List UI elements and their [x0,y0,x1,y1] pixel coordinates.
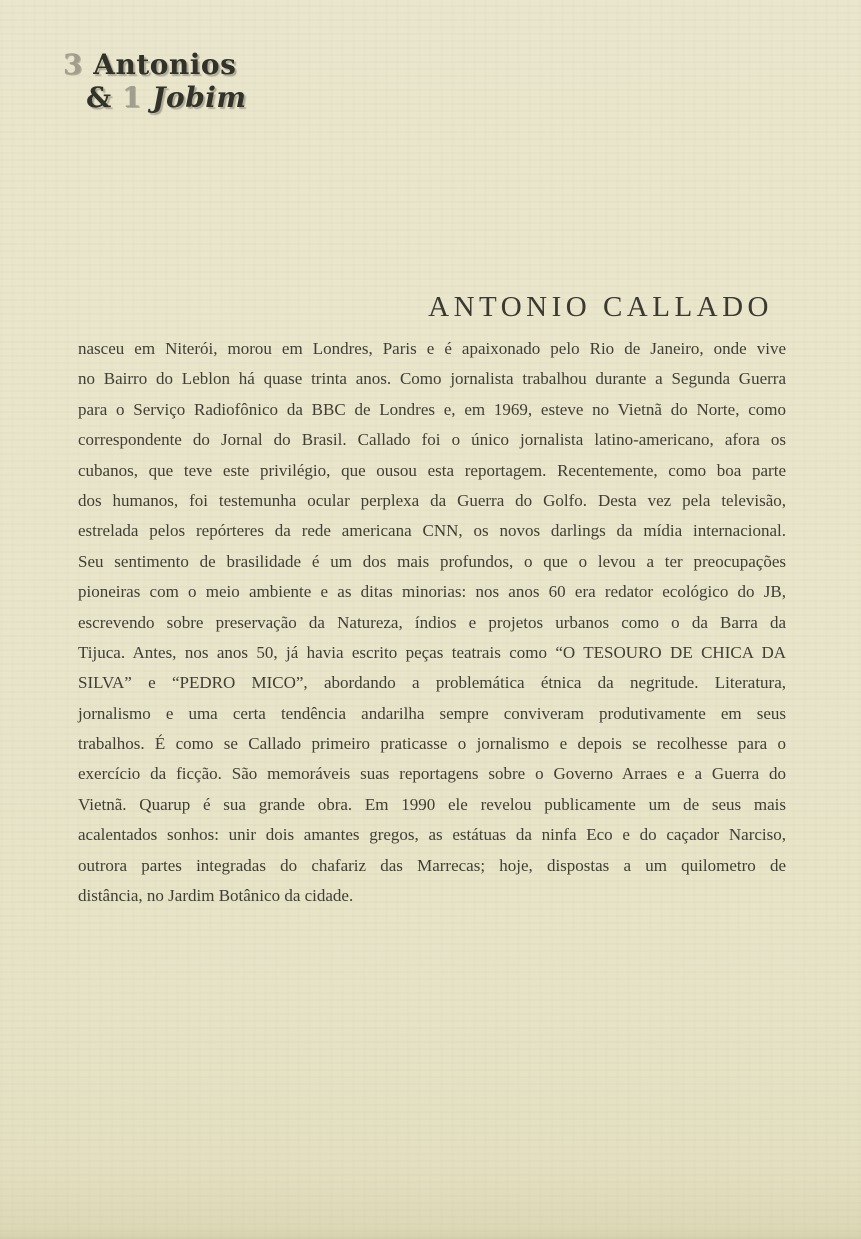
body-line: estrelada pelos repórteres da rede americana CNN, os novos darlings da mídia internacional. [78,521,786,541]
body-line: Tijuca. Antes, nos anos 50, já havia escrito peças teatrais como “O TESOURO DE CHICA DA [78,642,786,662]
body-line: pioneiras com o meio ambiente e as ditas minorias: nos anos 60 era redator ecológico do JB, [78,582,786,602]
article-heading: ANTONIO CALLADO [428,291,773,323]
body-line: escrevendo sobre preservação da Natureza, índios e projetos urbanos como o da Barra da [78,612,786,632]
body-line: correspondente do Jornal do Brasil. Callado foi o único jornalista latino-americano, afora os [78,430,786,450]
masthead-ampersand: & [86,81,112,114]
article [78,291,786,911]
body-line: no Bairro do Leblon há quase trinta anos. Como jornalista trabalhou durante a Segunda Guerra [78,369,786,389]
body-line: outrora partes integradas do chafariz das Marrecas; hoje, dispostas a um quilometro de [78,855,786,875]
masthead [63,48,247,114]
body-line: Seu sentimento de brasilidade é um dos mais profundos, o que o levou a ter preocupações [78,551,786,571]
body-line: SILVA” e “PEDRO MICO”, abordando a problemática étnica da negritude. Literatura, [78,673,786,693]
masthead-number-1: 1 [122,81,143,114]
masthead-word-jobim: Jobim [152,81,247,114]
body-line: para o Serviço Radiofônico da BBC de Londres e, em 1969, esteve no Vietnã do Norte, como [78,399,786,419]
body-line: exercício da ficção. São memoráveis suas reportagens sobre o Governo Arraes e a Guerra do [78,764,786,784]
body-line: jornalismo e uma certa tendência andarilha sempre conviveram produtivamente em seus [78,703,786,723]
body-line: nasceu em Niterói, morou em Londres, Paris e é apaixonado pelo Rio de Janeiro, onde vive [78,339,786,358]
masthead-number-3: 3 [63,48,83,81]
body-line: acalentados sonhos: unir dois amantes gregos, as estátuas da ninfa Eco e do caçador Narciso, [78,825,786,845]
masthead-word-antonios: Antonios [93,48,237,81]
body-line: trabalhos. É como se Callado primeiro praticasse o jornalismo e depois se recolhesse para o [78,734,786,754]
body-line: dos humanos, foi testemunha ocular perplexa da Guerra do Golfo. Desta vez pela televisão, [78,490,786,510]
body-line: Vietnã. Quarup é sua grande obra. Em 1990 ele revelou publicamente um de seus mais [78,794,786,814]
body-line: cubanos, que teve este privilégio, que ousou esta reportagem. Recentemente, como boa parte [78,460,786,480]
masthead-line-1 [63,48,247,81]
masthead-line-2 [86,81,247,114]
body-text [78,334,786,911]
body-line: distância, no Jardim Botânico da cidade. [78,886,354,906]
